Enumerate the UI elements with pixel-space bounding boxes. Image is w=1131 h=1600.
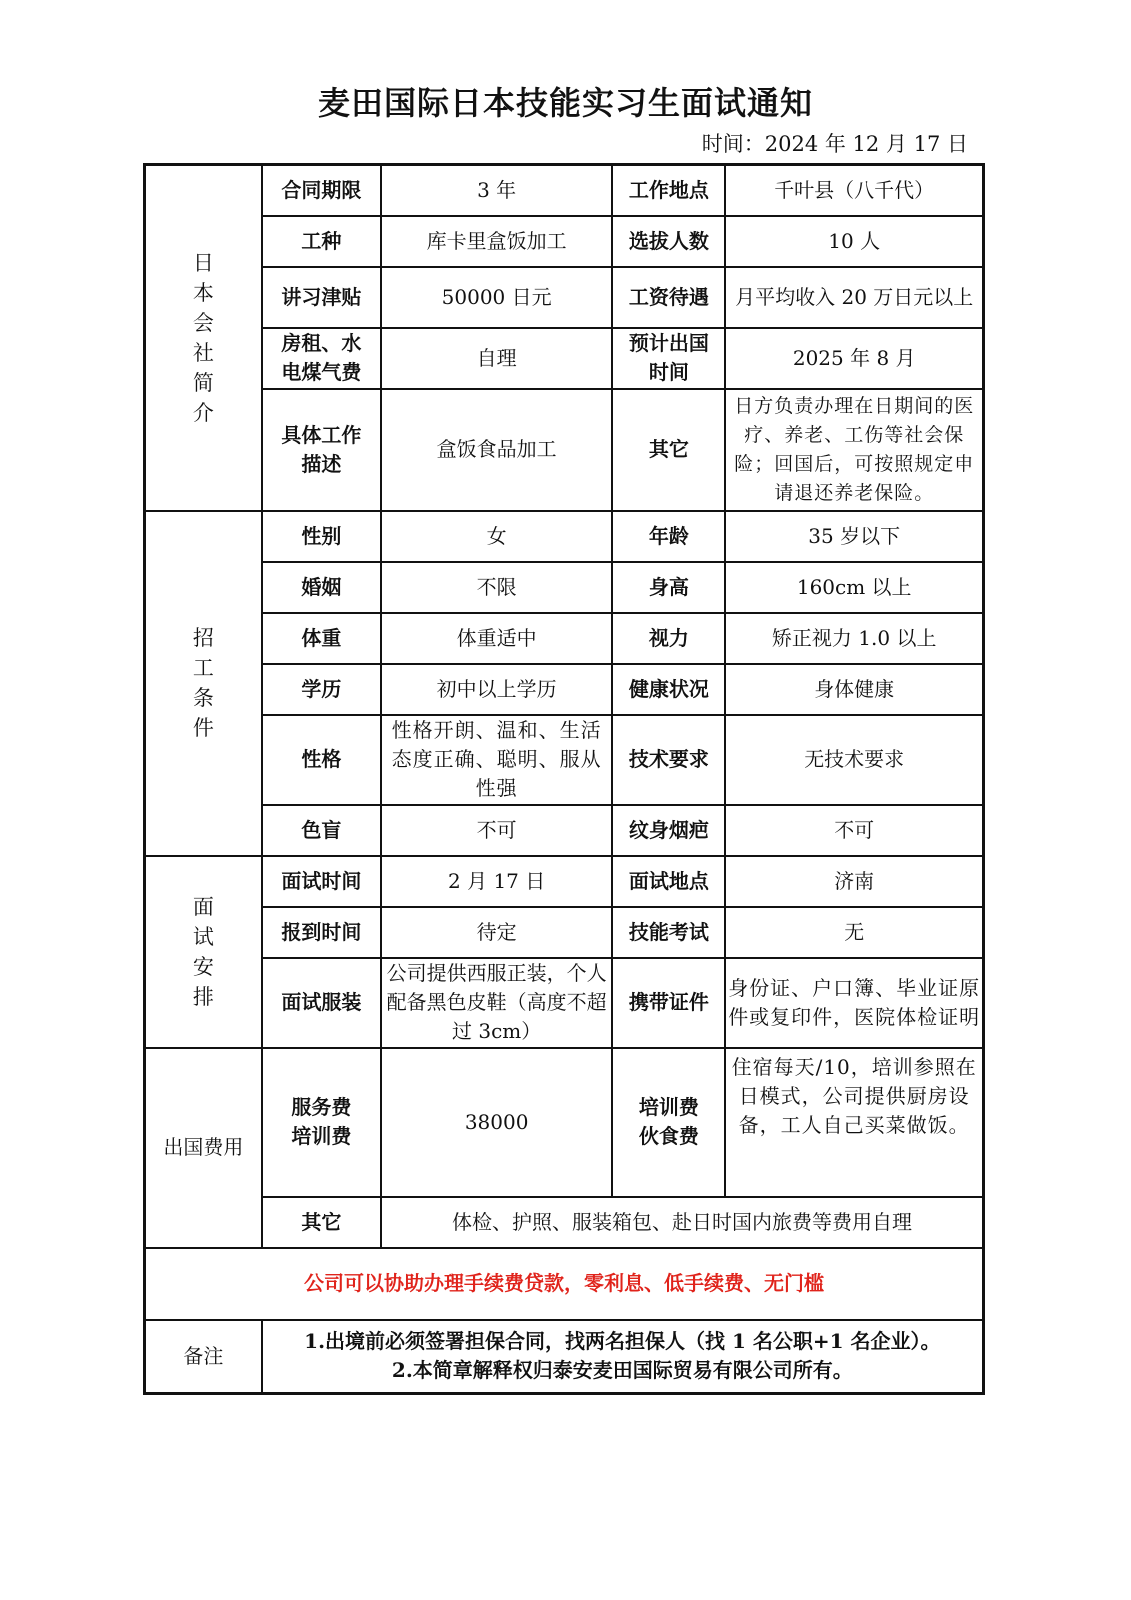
colorblind-value: 不可 (381, 805, 612, 856)
salary-value: 月平均收入 20 万日元以上 (725, 267, 983, 328)
vision-label: 视力 (612, 613, 725, 664)
height-label: 身高 (612, 562, 725, 613)
desc-value: 盒饭食品加工 (381, 389, 612, 511)
fees-other-value: 体检、护照、服装箱包、赴日时国内旅费等费用自理 (381, 1197, 984, 1248)
interview-place-value: 济南 (725, 856, 983, 907)
interview-time-label: 面试时间 (262, 856, 381, 907)
education-label: 学历 (262, 664, 381, 715)
education-value: 初中以上学历 (381, 664, 612, 715)
meal-label: 培训费伙食费 (612, 1048, 725, 1197)
count-value: 10 人 (725, 216, 983, 267)
allowance-label: 讲习津贴 (262, 267, 381, 328)
weight-label: 体重 (262, 613, 381, 664)
other-value: 日方负责办理在日期间的医疗、养老、工伤等社会保险；回国后，可按照规定申请退还养老保险。 (725, 389, 983, 511)
report-value: 待定 (381, 907, 612, 958)
meal-value: 住宿每天/10，培训参照在日模式，公司提供厨房设备，工人自己买菜做饭。 (725, 1048, 983, 1197)
other-label: 其它 (612, 389, 725, 511)
job-label: 工种 (262, 216, 381, 267)
location-label: 工作地点 (612, 165, 725, 216)
interview-time-value: 2 月 17 日 (381, 856, 612, 907)
note-line-2: 2.本简章解释权归泰安麦田国际贸易有限公司所有。 (391, 1358, 853, 1383)
section-interview: 面试安排 (145, 856, 262, 1048)
docs-label: 携带证件 (612, 958, 725, 1048)
notes-content (262, 1320, 984, 1394)
service-value: 38000 (381, 1048, 612, 1197)
promo-text: 公司可以协助办理手续费贷款，零利息、低手续费、无门槛 (145, 1248, 984, 1320)
notice-table (143, 163, 985, 1395)
notice-date: 时间：2024 年 12 月 17 日 (701, 132, 968, 156)
section-notes: 备注 (145, 1320, 262, 1394)
skill-label: 技术要求 (612, 715, 725, 805)
contract-label: 合同期限 (262, 165, 381, 216)
service-label: 服务费培训费 (262, 1048, 381, 1197)
fees-other-label: 其它 (262, 1197, 381, 1248)
exam-label: 技能考试 (612, 907, 725, 958)
gender-value: 女 (381, 511, 612, 562)
section-company: 日本会社简介 (145, 165, 262, 511)
docs-value: 身份证、户口簿、毕业证原件或复印件，医院体检证明 (725, 958, 983, 1048)
dress-value: 公司提供西服正装，个人配备黑色皮鞋（高度不超过 3cm） (381, 958, 612, 1048)
gender-label: 性别 (262, 511, 381, 562)
rent-label: 房租、水电煤气费 (262, 328, 381, 389)
skill-value: 无技术要求 (725, 715, 983, 805)
vision-value: 矫正视力 1.0 以上 (725, 613, 983, 664)
report-label: 报到时间 (262, 907, 381, 958)
exam-value: 无 (725, 907, 983, 958)
health-value: 身体健康 (725, 664, 983, 715)
weight-value: 体重适中 (381, 613, 612, 664)
interview-place-label: 面试地点 (612, 856, 725, 907)
allowance-value: 50000 日元 (381, 267, 612, 328)
personality-value: 性格开朗、温和、生活态度正确、聪明、服从性强 (381, 715, 612, 805)
age-label: 年龄 (612, 511, 725, 562)
contract-value: 3 年 (381, 165, 612, 216)
section-fees: 出国费用 (145, 1048, 262, 1248)
tattoo-value: 不可 (725, 805, 983, 856)
tattoo-label: 纹身烟疤 (612, 805, 725, 856)
section-conditions: 招工条件 (145, 511, 262, 856)
marriage-value: 不限 (381, 562, 612, 613)
height-value: 160cm 以上 (725, 562, 983, 613)
personality-label: 性格 (262, 715, 381, 805)
colorblind-label: 色盲 (262, 805, 381, 856)
salary-label: 工资待遇 (612, 267, 725, 328)
depart-value: 2025 年 8 月 (725, 328, 983, 389)
age-value: 35 岁以下 (725, 511, 983, 562)
desc-label: 具体工作描述 (262, 389, 381, 511)
location-value: 千叶县（八千代） (725, 165, 983, 216)
marriage-label: 婚姻 (262, 562, 381, 613)
count-label: 选拔人数 (612, 216, 725, 267)
health-label: 健康状况 (612, 664, 725, 715)
depart-label: 预计出国时间 (612, 328, 725, 389)
note-line-1: 1.出境前必须签署担保合同，找两名担保人（找 1 名公职+1 名企业）。 (304, 1329, 941, 1354)
dress-label: 面试服装 (262, 958, 381, 1048)
page-title: 麦田国际日本技能实习生面试通知 (317, 84, 813, 122)
rent-value: 自理 (381, 328, 612, 389)
job-value: 库卡里盒饭加工 (381, 216, 612, 267)
